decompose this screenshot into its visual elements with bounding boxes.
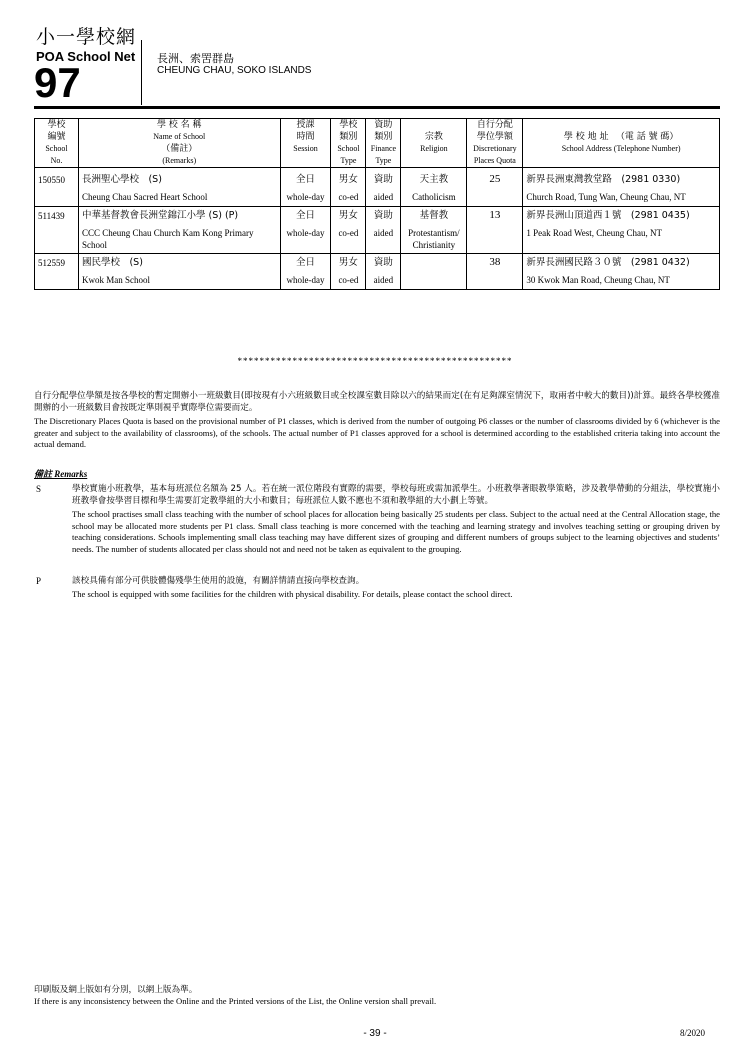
remark-s-en: The school practises small class teaching with the number of school places for allocation being basically 25 students per class. Subject to the actual need at the Central Allocation stage, the school may be allocated more students per P1 class. Small class teaching is more concerned with the teaching and learning strategy and involves teaching setting or grouping driven by teaching considerations. Schools implementing small class teaching may have different sizes of grouping and different numbers of groups subject to the learning objectives and students’ needs. The number of students allocated per class should not and need not be taken as equivalent to the grouping. <box>72 509 720 554</box>
school-no: 150550 <box>35 168 79 187</box>
header-rule <box>34 106 720 109</box>
table-row <box>35 222 720 254</box>
header-divider <box>141 40 142 105</box>
remark-p-zh: 該校具備有部分可供肢體傷殘學生使用的設施，有關詳情請直接向學校查詢。 <box>72 576 365 586</box>
header-finance-type: 資助 類別 Finance Type <box>366 119 401 168</box>
remarks-title: 備註 Remarks <box>34 469 88 479</box>
header-school-no: 學校 編號 School No. <box>35 119 79 168</box>
header-address: 學 校 地 址 （電 話 號 碼） School Address (Telephone Number) <box>523 119 720 168</box>
page-number: - 39 - <box>363 1028 387 1039</box>
quota-note-zh: 自行分配學位學額是按各學校的暫定開辦小一班級數目(即按現有小六班級數目或全校課室數目除以六的結果而定(在有足夠課室情況下，取兩者中較大的數目))計算。最終各學校獲准開辦的小一班級數目會按既定準則視乎實際學位需要而定。 <box>34 391 720 413</box>
religion-en: Protestantism/ Christianity <box>401 222 467 254</box>
table-row <box>35 269 720 290</box>
school-type-zh: 男女 <box>331 168 366 187</box>
star-separator: ************************************************** <box>237 356 513 366</box>
footer-note-zh: 印刷版及網上版如有分別，以網上版為準。 <box>34 985 198 995</box>
school-type-en: co-ed <box>331 186 366 207</box>
school-no: 511439 <box>35 207 79 223</box>
address-en: 1 Peak Road West, Cheung Chau, NT <box>523 222 720 254</box>
table-row <box>35 207 720 223</box>
address-zh: 新界長洲山頂道西１號 (2981 0435) <box>523 207 720 223</box>
religion-zh <box>401 254 467 270</box>
school-type-zh: 男女 <box>331 254 366 270</box>
header-quota: 自行分配 學位學額 Discretionary Places Quota <box>467 119 523 168</box>
remark-code-p: P <box>36 576 42 586</box>
school-name-en: CCC Cheung Chau Church Kam Kong Primary School <box>78 222 280 254</box>
school-type-zh: 男女 <box>331 207 366 223</box>
quota: 25 <box>467 168 523 187</box>
school-name-zh: 中華基督教會長洲堂錦江小學 (S) (P) <box>78 207 280 223</box>
table-row <box>35 168 720 187</box>
address-en: 30 Kwok Man Road, Cheung Chau, NT <box>523 269 720 290</box>
session-en: whole-day <box>280 269 331 290</box>
religion-en: Catholicism <box>401 186 467 207</box>
religion-zh: 基督教 <box>401 207 467 223</box>
religion-en <box>401 269 467 290</box>
district-name-en: CHEUNG CHAU, SOKO ISLANDS <box>157 65 312 76</box>
session-zh: 全日 <box>280 254 331 270</box>
footer-note-en: If there is any inconsistency between the Online and the Printed versions of the List, the Online version shall prevail. <box>34 996 437 1006</box>
school-no: 512559 <box>35 254 79 270</box>
session-zh: 全日 <box>280 168 331 187</box>
finance-type-zh: 資助 <box>366 254 401 270</box>
district-name-zh: 長洲、索罟群島 <box>157 52 234 65</box>
session-en: whole-day <box>280 186 331 207</box>
school-list-table <box>34 118 720 290</box>
finance-type-en: aided <box>366 186 401 207</box>
remark-s-zh: 學校實施小班教學，基本每班派位名額為 25 人。若在統一派位階段有實際的需要，學校每班或需加派學生。小班教學著眼教學策略，涉及教學帶動的分組法，學校實施小班教學會按學習目標和學生需要訂定教學組的大小和數目；每班派位人數不應也不須和教學組的大小劃上等號。 <box>72 484 720 506</box>
school-net-number: 97 <box>34 59 81 106</box>
revision-date: 8/2020 <box>680 1028 706 1038</box>
quota: 38 <box>467 254 523 270</box>
session-en: whole-day <box>280 222 331 254</box>
quota: 13 <box>467 207 523 223</box>
school-name-zh: 長洲聖心學校 (S) <box>78 168 280 187</box>
school-net-title-en: POA School Net <box>36 49 136 64</box>
school-name-zh: 國民學校 (S) <box>78 254 280 270</box>
header-session: 授課 時間 Session <box>280 119 331 168</box>
finance-type-en: aided <box>366 222 401 254</box>
session-zh: 全日 <box>280 207 331 223</box>
school-net-title-zh: 小一學校網 <box>36 26 137 48</box>
school-name-en: Cheung Chau Sacred Heart School <box>78 186 280 207</box>
header-school-name: 學 校 名 稱 Name of School （備註） (Remarks) <box>78 119 280 168</box>
address-zh: 新界長洲國民路３０號 (2981 0432) <box>523 254 720 270</box>
address-en: Church Road, Tung Wan, Cheung Chau, NT <box>523 186 720 207</box>
table-header-row <box>35 119 720 168</box>
religion-zh: 天主教 <box>401 168 467 187</box>
quota-note-en: The Discretionary Places Quota is based on the provisional number of P1 classes, which is derived from the number of outgoing P6 classes or the number of classrooms divided by 6 (whichever is the greater and subject to the availability of classrooms), of the schools. The actual number of P1 classes approved for a school is determined according to the established criteria taking into account the actual demand. <box>34 416 720 449</box>
remark-code-s: S <box>36 484 42 494</box>
header-religion: 宗教 Religion <box>401 119 467 168</box>
table-row <box>35 186 720 207</box>
address-zh: 新界長洲東灣教堂路 (2981 0330) <box>523 168 720 187</box>
finance-type-en: aided <box>366 269 401 290</box>
finance-type-zh: 資助 <box>366 168 401 187</box>
table-row <box>35 254 720 270</box>
school-name-en: Kwok Man School <box>78 269 280 290</box>
school-type-en: co-ed <box>331 269 366 290</box>
header-school-type: 學校 類別 School Type <box>331 119 366 168</box>
remark-p-en: The school is equipped with some facilities for the children with physical disability. For details, please contact the school direct. <box>72 589 513 599</box>
school-type-en: co-ed <box>331 222 366 254</box>
finance-type-zh: 資助 <box>366 207 401 223</box>
